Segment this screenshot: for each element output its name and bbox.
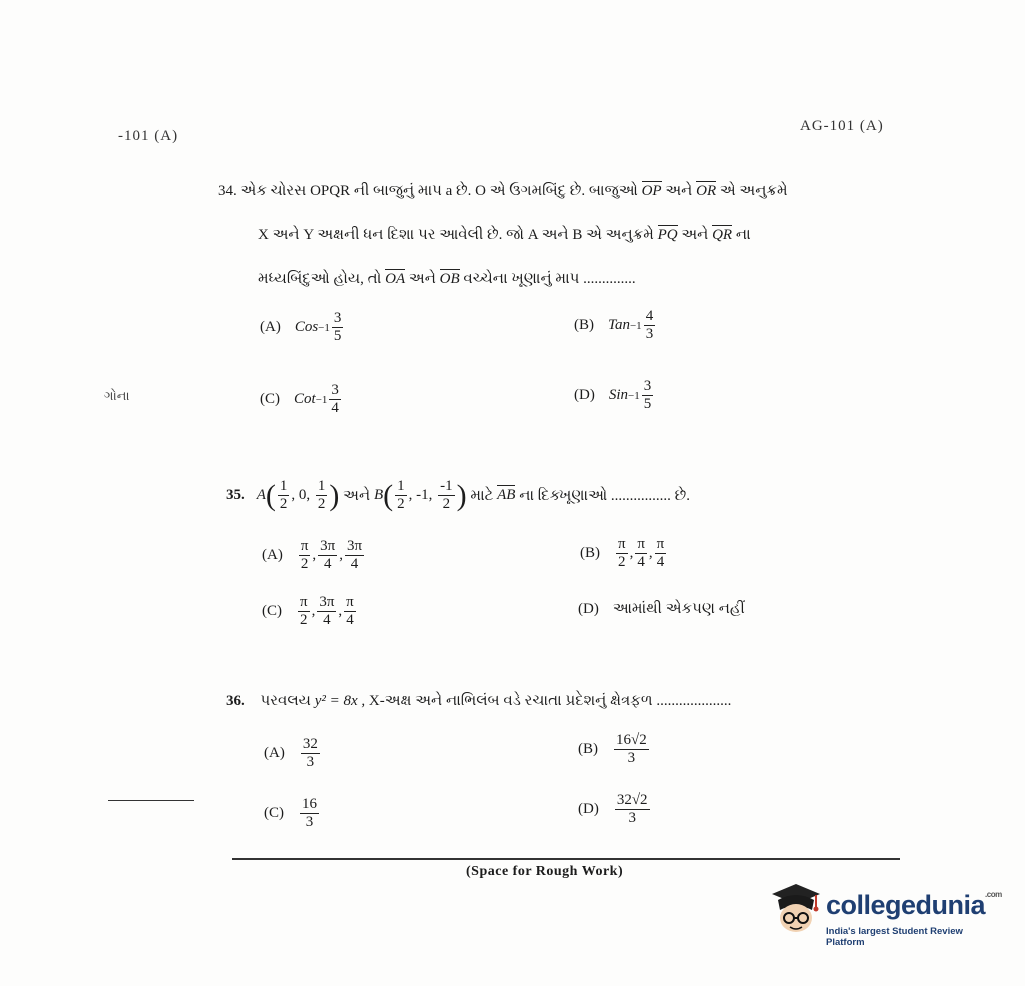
fraction (299, 538, 311, 574)
option-label: (D) (578, 600, 599, 617)
q34-option-a (260, 310, 345, 346)
numerator: π (344, 594, 356, 612)
denominator: 4 (346, 612, 354, 629)
fraction (615, 792, 650, 828)
denominator: 3 (645, 326, 654, 343)
q34-vector-ob: OB (439, 271, 460, 287)
mascot-icon (768, 880, 824, 944)
q34-option-c (260, 382, 343, 418)
q34-text-1: એક ચોરસ OPQR ની બાજુનું માપ a છે. O એ ઉગમબિંદુ છે. બાજુઓ (240, 183, 638, 199)
function-name: Cos (294, 319, 319, 336)
q34-text-1-end: એ અનુક્રમે (719, 183, 788, 199)
logo-tagline: India's largest Student Review Platform (826, 926, 963, 948)
numerator: 3π (345, 538, 364, 556)
fraction (317, 594, 336, 630)
denominator: 4 (323, 612, 331, 629)
point-a: A (256, 487, 266, 504)
numerator: 3 (332, 310, 344, 328)
denominator: 2 (300, 556, 309, 573)
numerator: π (635, 536, 647, 554)
denominator: 5 (333, 328, 342, 345)
denominator: 2 (279, 496, 288, 513)
margin-rule (108, 800, 194, 801)
numerator: -1 (438, 478, 455, 496)
q36-pre: પરવલય (260, 693, 311, 709)
numerator: π (655, 536, 667, 554)
fraction (644, 308, 656, 344)
option-text: આમાંથી એકપણ નહીં (612, 601, 745, 617)
logo-wordmark: collegedunia (826, 890, 986, 920)
q36-option-a (264, 736, 322, 772)
function-name: Cot (294, 391, 316, 408)
coordinate: -1, (416, 487, 433, 504)
q35-option-a: (A) $\frac{\pi}{2}$ , $\frac{3\pi}{4}$ , $\frac{3\pi}{4}$ (262, 538, 363, 573)
fraction (301, 736, 320, 772)
denominator: 4 (656, 554, 665, 571)
q35-option-d (578, 600, 745, 618)
exponent: −1 (315, 393, 328, 406)
option-label: (A) (262, 547, 283, 564)
q34-text-3-end: વચ્ચેના ખૂણાનું માપ .............. (463, 271, 636, 287)
q34-vector-op: OP (641, 183, 662, 199)
numerator: 1 (316, 478, 328, 496)
exponent: −1 (318, 321, 330, 334)
denominator: 3 (628, 810, 636, 827)
numerator: 16√2 (614, 732, 649, 750)
point-b: B (373, 487, 384, 504)
numerator: π (299, 538, 311, 556)
fraction (438, 478, 455, 514)
q34-and-1: અને (665, 183, 693, 199)
q35-tail: ના દિક્ખૂણાઓ ................ છે. (519, 487, 691, 504)
denominator: 4 (637, 554, 645, 571)
q35-mate: માટે (470, 487, 494, 504)
q35-option-b: (B) $\frac{\pi}{2}$ , $\frac{\pi}{4}$ , $\frac{\pi}{4}$ (580, 536, 665, 571)
numerator: 3π (318, 538, 337, 556)
function-name: Tan (608, 317, 630, 334)
fraction (655, 536, 667, 572)
option-label: (B) (580, 545, 600, 562)
q34-option-b (574, 308, 657, 344)
option-label: (D) (574, 387, 595, 404)
q35-and: અને (343, 487, 371, 504)
numerator: 32 (301, 736, 320, 754)
q34-number: 34. (218, 183, 237, 199)
q35-number: 35. (226, 487, 245, 504)
option-label: (C) (264, 805, 284, 822)
numerator: 32√2 (615, 792, 650, 810)
denominator: 3 (305, 814, 314, 831)
denominator: 2 (442, 496, 451, 513)
q34-and-3: અને (408, 271, 436, 287)
q35-stem: 35. A ( $\frac{1}{2}$ , 0, $\frac{1}{2}$ ) અને B ( $\frac{1}{2}$ , -1, $\frac{-1}{2}$ ) માટે AB ના દિક્ખૂણાઓ ................ છે. (226, 478, 691, 513)
option-label: (B) (574, 317, 594, 334)
numerator: 4 (644, 308, 656, 326)
q34-vector-oa: OA (385, 271, 406, 287)
numerator: 3π (317, 594, 336, 612)
footer-rule (232, 858, 900, 860)
fraction (318, 538, 337, 574)
fraction (332, 310, 344, 346)
q36-equation: y² = 8x , (314, 693, 366, 709)
q35-option-c: (C) $\frac{\pi}{2}$ , $\frac{3\pi}{4}$ , $\frac{\pi}{4}$ (262, 594, 354, 629)
fraction (616, 536, 628, 572)
fraction (300, 796, 319, 832)
fraction (298, 594, 310, 630)
denominator: 2 (300, 612, 308, 629)
fraction (635, 536, 647, 572)
numerator: π (298, 594, 310, 612)
numerator: 3 (329, 382, 341, 400)
numerator: 16 (300, 796, 319, 814)
denominator: 5 (643, 396, 652, 413)
option-label: (C) (262, 603, 282, 620)
fraction (278, 478, 290, 514)
denominator: 2 (317, 496, 326, 513)
q34-and-2: અને (681, 227, 709, 243)
option-label: (D) (578, 801, 599, 818)
q34-line3 (258, 270, 636, 288)
q36-tail: X-અક્ષ અને નાભિલંબ વડે રચાતા પ્રદેશનું ક્ષેત્રફળ .................... (368, 693, 732, 709)
option-label: (C) (260, 391, 280, 408)
q34-line1 (218, 182, 788, 200)
q34-vector-qr: QR (712, 227, 733, 243)
denominator: 2 (618, 554, 626, 571)
numerator: π (616, 536, 628, 554)
fraction (642, 378, 654, 414)
q34-text-2: X અને Y અક્ષની ધન દિશા પર આવેલી છે. જો A અને B એ અનુક્રમે (258, 227, 654, 243)
option-label: (A) (260, 319, 281, 336)
rough-work-label: (Space for Rough Work) (466, 864, 624, 879)
q36-option-b (578, 732, 651, 768)
q34-line2 (258, 226, 751, 244)
collegedunia-logo (768, 880, 1002, 950)
q34-text-3: મધ્યબિંદુઓ હોય, તો (258, 271, 382, 287)
numerator: 1 (395, 478, 407, 496)
denominator: 3 (627, 750, 636, 767)
exponent: −1 (629, 319, 642, 332)
q34-vector-or: OR (696, 183, 717, 199)
q36-option-d (578, 792, 652, 828)
option-label: (B) (578, 741, 598, 758)
fraction (395, 478, 407, 514)
fraction (614, 732, 649, 768)
function-name: Sin (608, 387, 628, 404)
fraction (316, 478, 328, 514)
margin-note: ગોના (104, 388, 130, 403)
q34-vector-pq: PQ (657, 227, 678, 243)
denominator: 3 (306, 754, 315, 771)
fraction (344, 594, 356, 630)
header-left-code: -101 (A) (118, 128, 179, 144)
denominator: 4 (323, 556, 332, 573)
denominator: 4 (350, 556, 359, 573)
option-label: (A) (264, 745, 285, 762)
numerator: 3 (642, 378, 654, 396)
q36-number: 36. (226, 693, 245, 709)
coordinate: 0, (298, 487, 311, 504)
header-right-code: AG-101 (A) (800, 118, 884, 134)
q34-option-d (574, 378, 655, 414)
fraction (345, 538, 364, 574)
q36-stem (226, 692, 731, 710)
numerator: 1 (278, 478, 290, 496)
denominator: 2 (397, 496, 405, 513)
exponent: −1 (628, 389, 640, 402)
q35-vector-ab: AB (497, 487, 516, 504)
logo-suffix: .com (985, 890, 1002, 899)
fraction (329, 382, 341, 418)
q34-text-2-end: ના (735, 227, 751, 243)
denominator: 4 (331, 400, 339, 417)
q36-option-c (264, 796, 321, 832)
